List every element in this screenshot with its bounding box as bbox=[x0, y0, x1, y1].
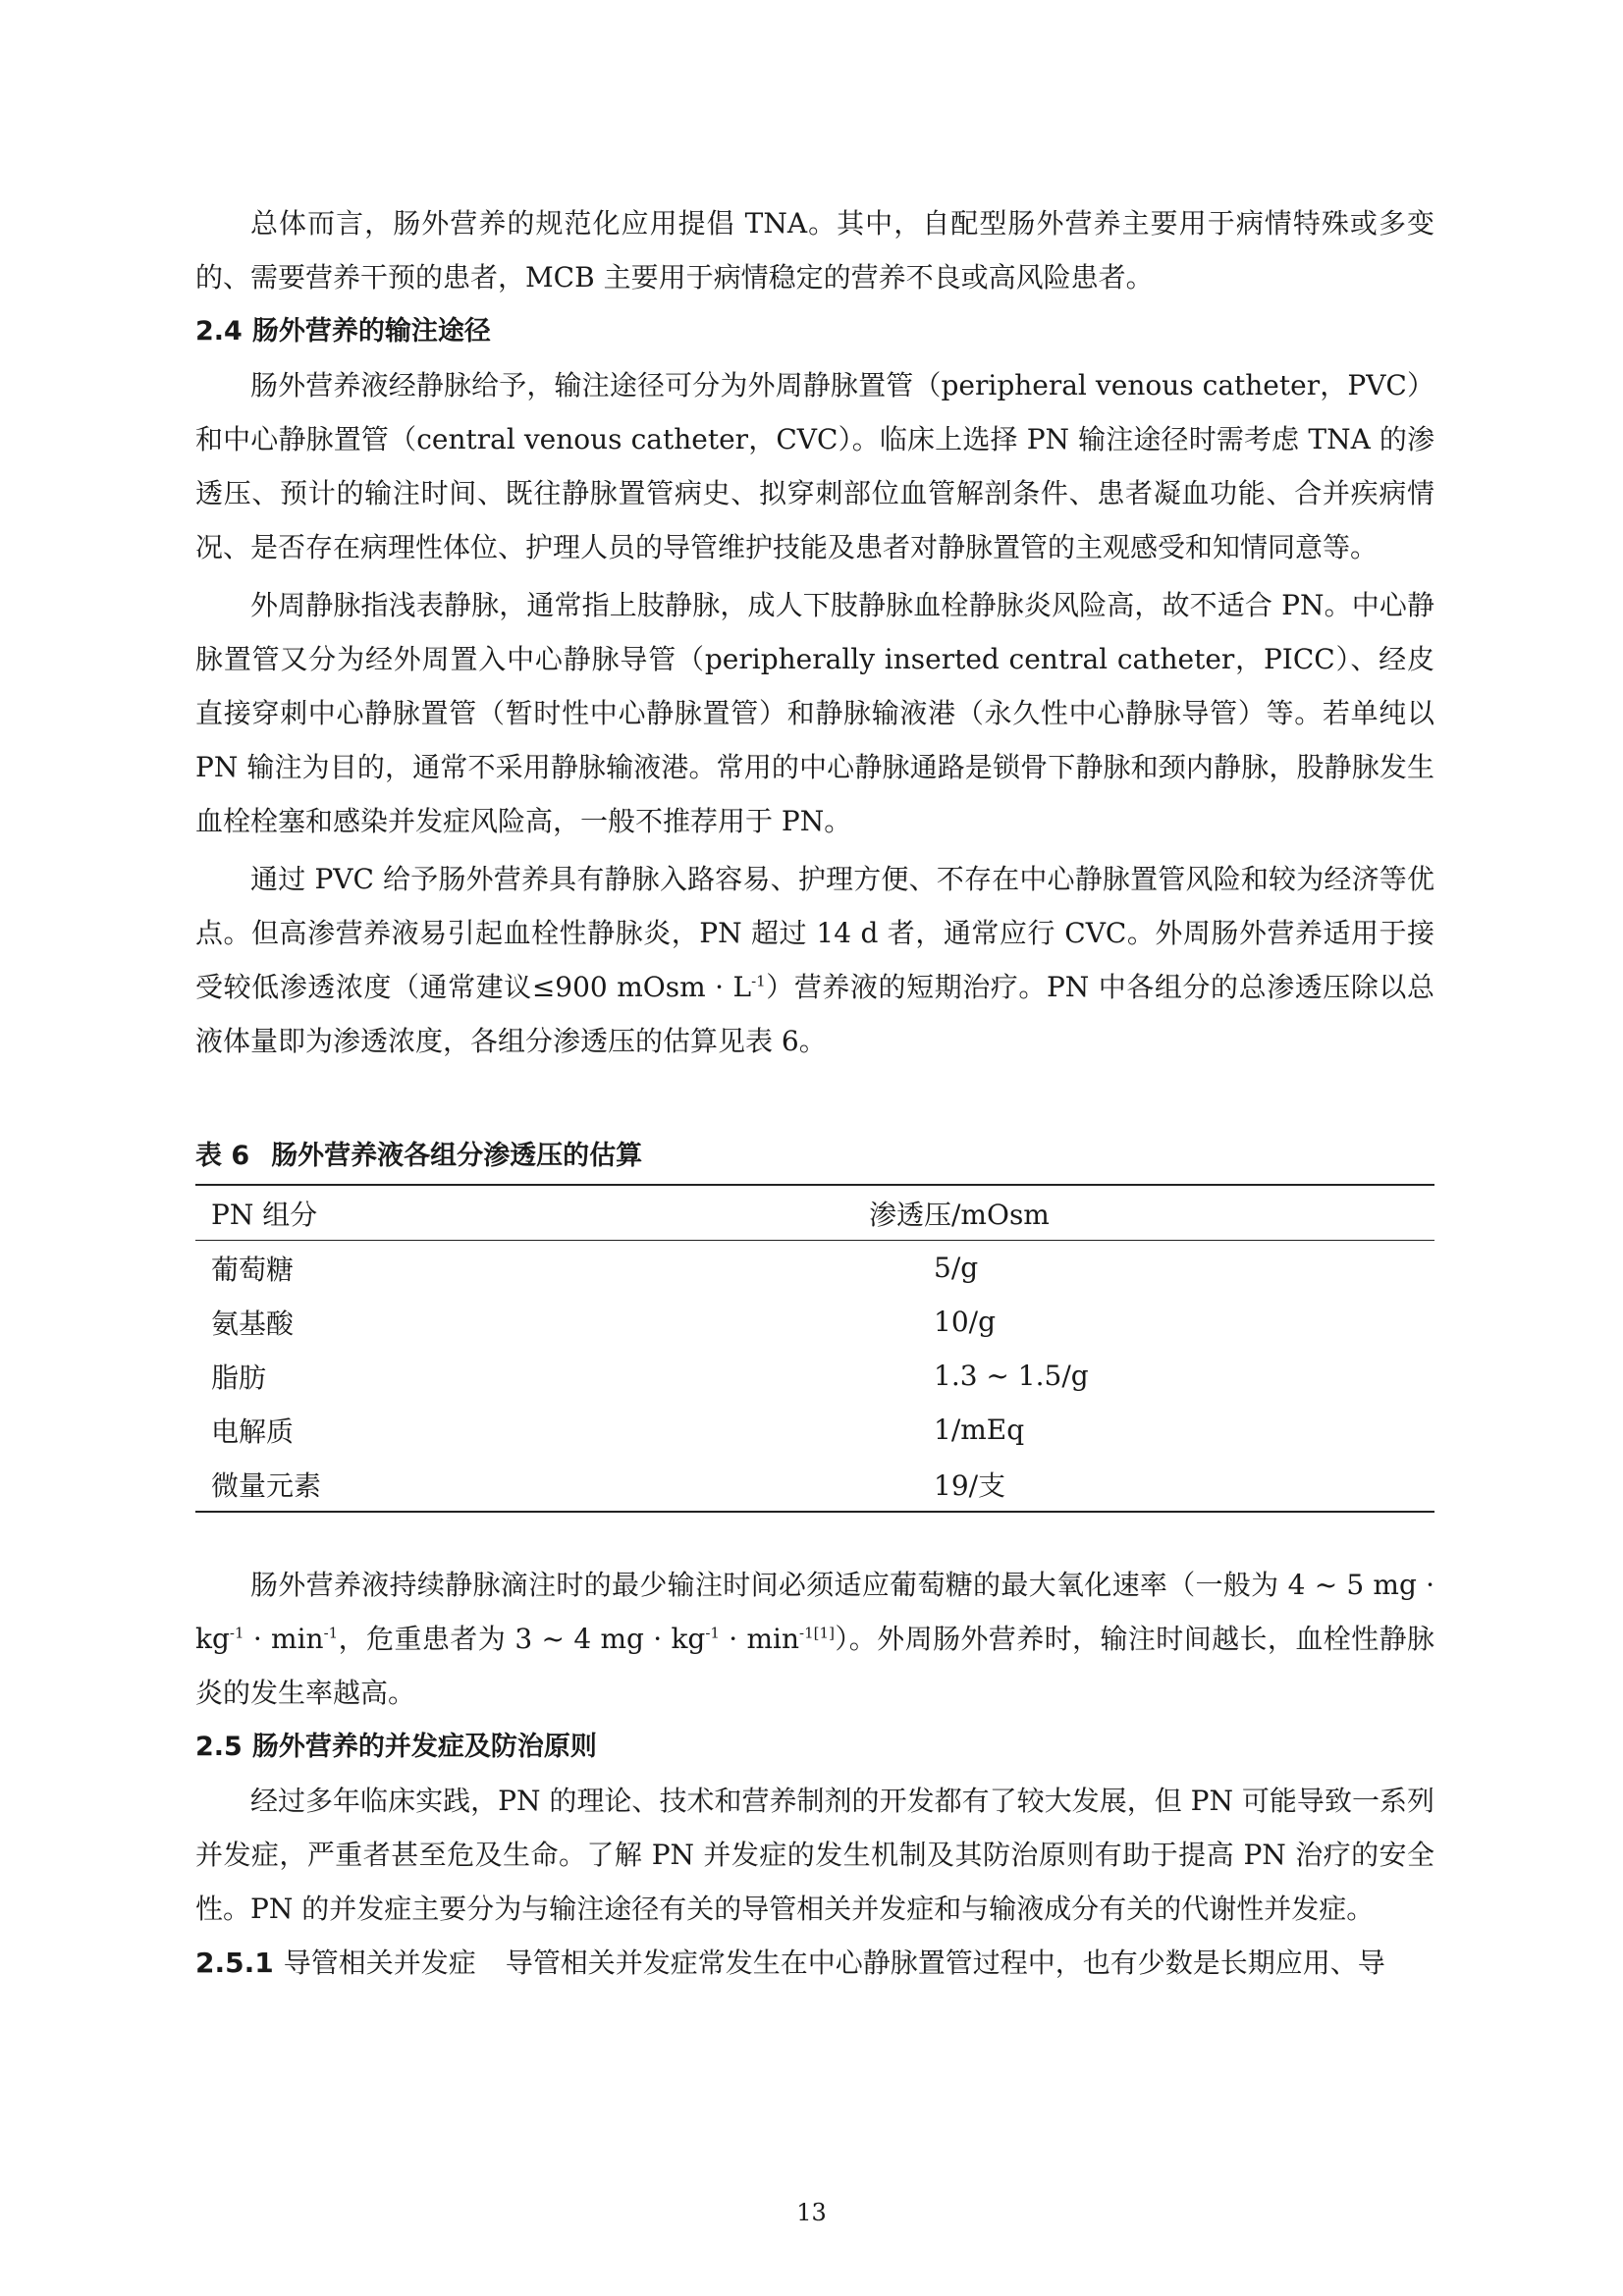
table-cell: 脂肪 bbox=[211, 1361, 267, 1394]
table-cell: 10/g bbox=[934, 1306, 996, 1338]
table-header-cell: 渗透压/mOsm bbox=[869, 1198, 1050, 1231]
table-caption bbox=[195, 1137, 1434, 1176]
section-number: 2.4 bbox=[195, 316, 243, 347]
table-header-row bbox=[195, 1185, 1434, 1241]
table-title: 肠外营养液各组分渗透压的估算 bbox=[271, 1141, 643, 1171]
text-segment: 肠外营养液持续静脉滴注时的最少输注时间必须适应葡萄糖的最大氧化速率（一般为 4 ~ 5 mg · kg bbox=[195, 1569, 1434, 1655]
table-cell: 1/mEq bbox=[934, 1414, 1025, 1446]
section-number: 2.5 bbox=[195, 1732, 243, 1762]
text-segment: ，危重患者为 3 ~ 4 mg · kg bbox=[338, 1623, 706, 1655]
section-number: 2.5.1 bbox=[195, 1947, 274, 1979]
paragraph-infusion-routes: 肠外营养液经静脉给予，输注途径可分为外周静脉置管（peripheral venous catheter，PVC）和中心静脉置管（central venous catheter，CVC）。临床上选择 PN 输注途径时需考虑 TNA 的渗透压、预计的输注时间、既往静脉置管病史、拟穿刺部位血管解剖条件、患者凝血功能、合并疾病情况、是否存在病理性体位、护理人员的导管维护技能及患者对静脉置管的主观感受和知情同意等。 bbox=[195, 369, 1434, 563]
paragraph-pvc-advantages bbox=[195, 852, 1434, 1068]
table-cell: 19/支 bbox=[934, 1468, 1006, 1502]
section-title: 肠外营养的输注途径 bbox=[251, 316, 491, 347]
table-row bbox=[195, 1295, 1434, 1349]
text-segment: · min bbox=[719, 1623, 800, 1655]
table-row bbox=[195, 1349, 1434, 1403]
table-cell: 电解质 bbox=[211, 1415, 295, 1448]
superscript: -1 bbox=[705, 1624, 720, 1642]
superscript: -1 bbox=[751, 972, 766, 990]
table-label: 表 6 bbox=[195, 1141, 250, 1171]
paragraph-infusion-time bbox=[195, 1558, 1434, 1720]
section-heading-2-5 bbox=[195, 1720, 1434, 1774]
section-title: 肠外营养的并发症及防治原则 bbox=[251, 1732, 597, 1762]
text-segment: 通过 PVC 给予肠外营养具有静脉入路容易、护理方便、不存在中心静脉置管风险和较为经济等优点。但高渗营养液易引起血栓性静脉炎，PN 超过 14 d 者，通常应行 CVC。外周肠外营养适用于接受较低渗透浓度（通常建议≤900 mOsm · L bbox=[195, 863, 1434, 1003]
section-title: 导管相关并发症 bbox=[283, 1947, 476, 1979]
superscript: -1 bbox=[229, 1624, 244, 1642]
paragraph-catheter-complications bbox=[195, 1936, 1434, 1990]
paragraph-complications-overview: 经过多年临床实践，PN 的理论、技术和营养制剂的开发都有了较大发展，但 PN 可能导致一系列并发症，严重者甚至危及生命。了解 PN 并发症的发生机制及其防治原则有助于提高 PN 治疗的安全性。PN 的并发症主要分为与输注途径有关的导管相关并发症和与输液成分有关的代谢性并发症。 bbox=[195, 1785, 1434, 1925]
text-segment: ）。外周肠外营养时，输注时间越长，血栓性静脉炎的发生率越高。 bbox=[195, 1623, 1434, 1709]
table-cell: 葡萄糖 bbox=[211, 1253, 295, 1286]
osmolality-table bbox=[195, 1184, 1434, 1513]
superscript: -1 bbox=[799, 1624, 814, 1642]
table-cell: 氨基酸 bbox=[211, 1307, 295, 1340]
table-row bbox=[195, 1457, 1434, 1512]
table-row bbox=[195, 1403, 1434, 1457]
section-heading-2-4 bbox=[195, 304, 1434, 358]
text-segment: · min bbox=[243, 1623, 324, 1655]
table-cell: 5/g bbox=[934, 1252, 979, 1284]
table-row bbox=[195, 1241, 1434, 1296]
superscript: -1 bbox=[323, 1624, 339, 1642]
document-body bbox=[195, 196, 1434, 1990]
table-cell: 1.3 ~ 1.5/g bbox=[934, 1360, 1089, 1392]
citation-reference[interactable]: [1] bbox=[813, 1624, 835, 1642]
table-header-cell: PN 组分 bbox=[211, 1198, 318, 1231]
text-segment: ）营养液的短期治疗。PN 中各组分的总渗透压除以总液体量即为渗透浓度，各组分渗透压的估算见表 6。 bbox=[195, 971, 1435, 1057]
paragraph-tna-summary: 总体而言，肠外营养的规范化应用提倡 TNA。其中，自配型肠外营养主要用于病情特殊或多变的、需要营养干预的患者，MCB 主要用于病情稳定的营养不良或高风险患者。 bbox=[195, 207, 1434, 294]
text-segment: 导管相关并发症常发生在中心静脉置管过程中，也有少数是长期应用、导 bbox=[505, 1947, 1385, 1979]
page-number: 13 bbox=[796, 2199, 827, 2226]
paragraph-peripheral-central-veins: 外周静脉指浅表静脉，通常指上肢静脉，成人下肢静脉血栓静脉炎风险高，故不适合 PN。中心静脉置管又分为经外周置入中心静脉导管（peripherally inserted central catheter，PICC）、经皮直接穿刺中心静脉置管（暂时性中心静脉置管）和静脉输液港（永久性中心静脉导管）等。若单纯以 PN 输注为目的，通常不采用静脉输液港。常用的中心静脉通路是锁骨下静脉和颈内静脉，股静脉发生血栓栓塞和感染并发症风险高，一般不推荐用于 PN。 bbox=[195, 589, 1434, 837]
table-cell: 微量元素 bbox=[211, 1468, 322, 1502]
